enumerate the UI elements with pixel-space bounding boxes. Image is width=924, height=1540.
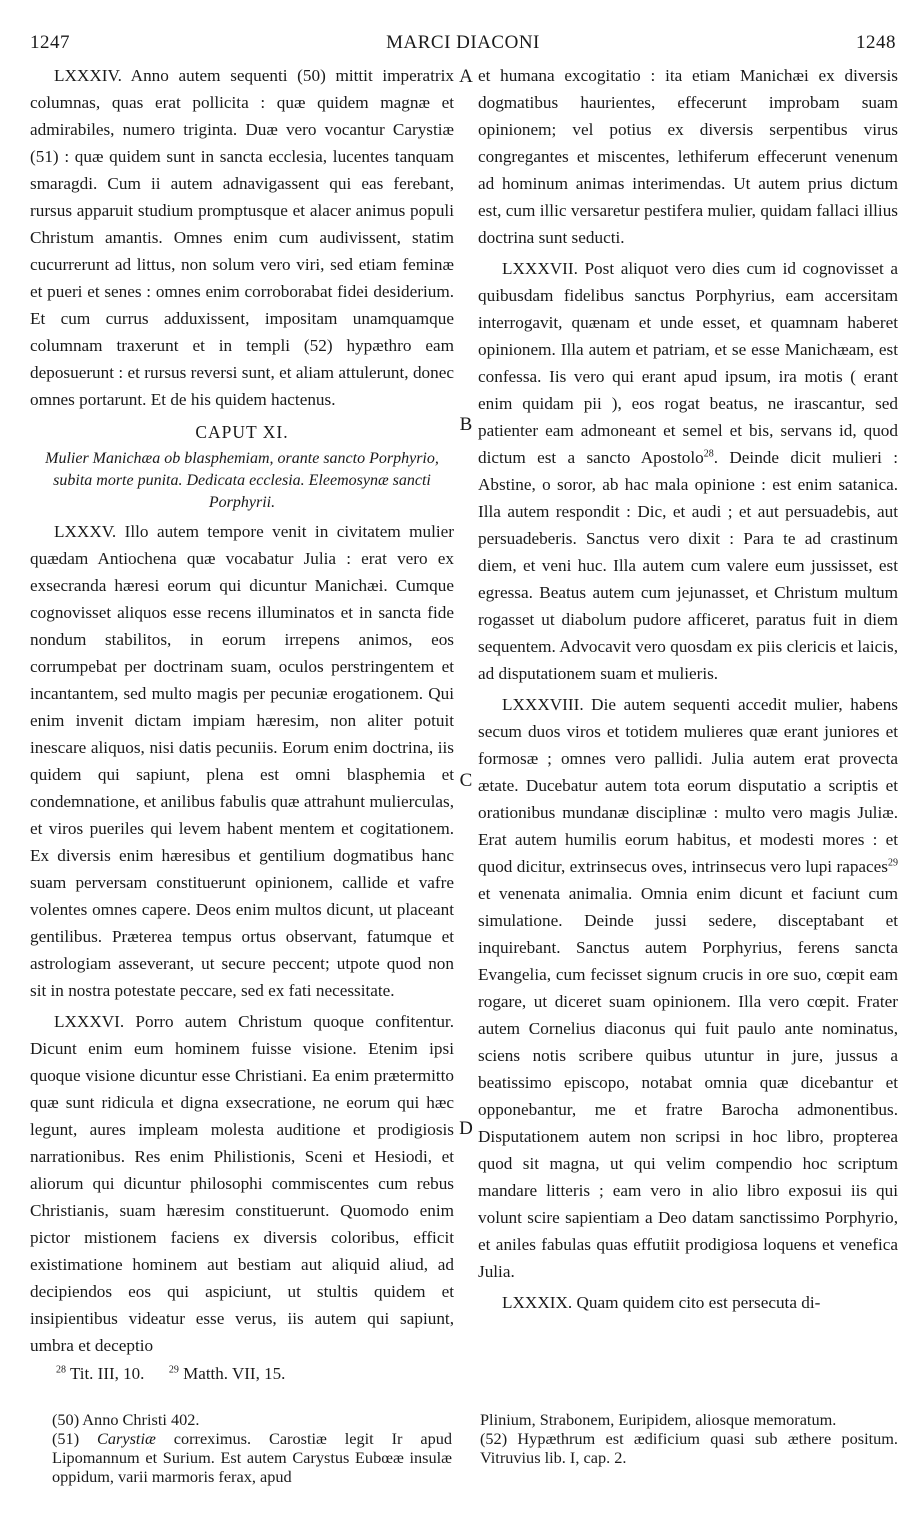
paragraph-88 <box>478 691 898 1285</box>
margin-marker-d: D <box>459 1118 473 1139</box>
column-number-left: 1247 <box>30 32 70 53</box>
running-title: MARCI DIACONI <box>386 32 540 53</box>
footnote-29-number: 29 <box>168 1364 179 1376</box>
left-column <box>30 62 454 1359</box>
chapter-heading: CAPUT XI. <box>195 422 289 442</box>
paragraph-84: LXXXIV. Anno autem sequenti (50) mittit imperatrix columnas, quas erat pollicita : quæ quidem magnæ et admirabiles, numero triginta. Duæ vero vocantur Carystiæ (51) : quæ quidem sunt in sancta ecclesia, lucentes tanquam smaragdi. Cum ii autem adnavigassent qui eas ferebant, rursus apparuit studium promptusque et alacer animus populi Christum amantis. Omnes enim cum audivissent, statim cucurrerunt ad littus, non solum vero viri, sed etiam feminæ et pueri et senes : omnes enim corroborabat fidei desiderium. Et cum currus adduxissent, impositam unamquamque columnam traxerunt et in templi (52) hypæthro eam deposuerunt : et rursus reversi sunt, et aliam attulerunt, donec omnes portarunt. Et de his quidem hactenus. <box>30 66 454 409</box>
note-51 <box>52 1429 452 1486</box>
footnote-ref-29: 29 <box>888 857 898 869</box>
margin-marker-c: C <box>459 770 473 791</box>
note-51-keyword: Carystiæ <box>97 1429 156 1448</box>
paragraph-87-text-end: . Deinde dicit mulieri : Abstine, o soror, ab hac mala opinione : est enim satanica. Illa autem respondit : Dic, et audi ; et aut persuadebis, aut persuadeberis. Sanctus vero dixit : Para te ad crastinum diem, et veni huc. Illa autem cum valere eum jussisset, est egressa. Beatus autem cum jejunasset, et Christum multum rogasset ut diabolum pudore afficeret, paratus fuit in diem sequentem. Advocavit vero quosdam ex piis clericis et laicis, ad disputationem suam et mulieris. <box>478 448 898 683</box>
paragraph-86: LXXXVI. Porro autem Christum quoque confitentur. Dicunt enim eum hominem fuisse visione. Etenim ipsi quoque visione dicuntur esse Christiani. Ea enim prætermitto quæ sunt ridicula et digna exsecratione, ne eorum qui hæc legunt, aures impleam molesta auditione et prodigiosis narrationibus. Res enim Philistionis, Sceni et Hesiodi, et aliorum qui dicuntur philosophi commiscentes cum rebus Christianis, suam hæresim constituerunt. Quomodo enim pictor mistionem faciens ex diversis coloribus, efficit existimatione hominem aut bestiam aut aliquid aliud, ad decipiendos eos qui aspiciunt, ut stultis quidem et insipientibus videatur esse verus, iis autem qui sapiunt, umbra et deceptio <box>30 1012 454 1355</box>
editor-notes-right <box>480 1410 898 1467</box>
column-number-right: 1248 <box>856 32 896 53</box>
paragraph-88-text: LXXXVIII. Die autem sequenti accedit mulier, habens secum duos viros et totidem mulieres quæ erant juniores et formosæ ; omnes vero pallidi. Julia autem erat provecta ætate. Ducebatur autem tota eorum disputatio a scriptis et orationibus mundanæ disciplinæ : multo vero magis Juliæ. Erat autem humilis eorum habitus, et modesti mores : et quod dicitur, extrinsecus oves, intrinsecus vero lupi rapaces <box>478 695 898 876</box>
paragraph-86-continued: et humana excogitatio : ita etiam Manichæi ex diversis dogmatibus haurientes, effecerunt improbam suam opinionem; vel potius ex diversis serpentibus virus congregantes et miscentes, lethiferum effecerunt venenum ad hominum animas interimendas. Ut autem prius dictum est, cum illic versaretur pestifera mulier, quidam fallaci illius doctrina sunt seducti. <box>478 66 898 247</box>
margin-marker-a: A <box>459 66 473 87</box>
note-51-number: (51) <box>52 1429 98 1448</box>
running-header <box>30 32 896 60</box>
note-52: (52) Hypæthrum est ædificium quasi sub æthere positum. Vitruvius lib. I, cap. 2. <box>480 1429 898 1467</box>
paragraph-87 <box>478 255 898 687</box>
note-50: (50) Anno Christi 402. <box>52 1410 200 1429</box>
footnote-28-number: 28 <box>56 1364 66 1376</box>
paragraph-89: LXXXIX. Quam quidem cito est persecuta di- <box>502 1293 821 1312</box>
chapter-summary: Mulier Manichæa ob blasphemiam, orante sancto Porphyrio, subita morte punita. Dedicata ecclesia. Eleemosynæ sancti Porphyrii. <box>45 450 439 511</box>
right-column <box>478 62 898 1316</box>
margin-marker-b: B <box>459 414 473 435</box>
paragraph-87-text: LXXXVII. Post aliquot vero dies cum id cognovisset a quibusdam fidelibus sanctus Porphyrius, eam accersitam interrogavit, quænam et unde esset, et quamnam haberet opinionem. Illa autem et patriam, et se esse Manichæam, est confessa. Iis vero qui erant apud ipsum, ira motis ( erant enim quidam pii ), eos rogat beatus, ne irascantur, sed patienter eam admoneant et semel et bis, servans id, quod dictum est a sancto Apostolo <box>478 259 898 467</box>
footnote-28-text: Tit. III, 10. <box>66 1364 145 1383</box>
footnote-29-text: Matth. VII, 15. <box>178 1364 286 1383</box>
note-51-continued: Plinium, Strabonem, Euripidem, aliosque memoratum. <box>480 1410 837 1429</box>
paragraph-85: LXXXV. Illo autem tempore venit in civitatem mulier quædam Antiochena quæ vocabatur Julia : erat vero ex exsecranda hæresi eorum qui dicuntur Manichæi. Cumque cognovisset aliquos esse recens illuminatos et in sancta fide nondum stabilitos, in eorum irrepens animos, eos corrumpebat per doctrinam suam, oculos perstringentem et incantantem, sed multo magis per pecuniæ erogationem. Qui enim invenit dictam impiam hæresim, non aliter potuit inescare aliquos, nisi datis pecuniis. Eorum enim doctrina, iis quidem qui sapiunt, plena est omni blasphemia et condemnatione, et anilibus fabulis quæ attrahunt mulierculas, et viros pueriles qui levem habent mentem et cogitationem. Ex diversis enim hæresibus et gentilium dogmatibus hanc suam perversam constituerunt opinionem, callide et vafre volentes omnes capere. Deos enim multos dicunt, ut placeant gentilibus. Præterea tempus ortus observant, fatumque et astrologiam asseverant, ut secure peccent; utpote quod non sit in nostra potestate peccare, sed ex fati necessitate. <box>30 522 454 1000</box>
editor-notes-left <box>52 1410 452 1486</box>
footnote-ref-28: 28 <box>703 448 714 460</box>
scripture-footnotes <box>56 1364 285 1384</box>
paragraph-88-text-end: et venenata animalia. Omnia enim dicunt et faciunt cum simulatione. Deinde jussi sedere, disceptabant et inquirebant. Sanctus autem Porphyrius, ferens sancta Evangelia, cum fecisset signum crucis in ore suo, cœpit eam rogare, ut diceret suam opinionem. Illa vero cœpit. Frater autem Cornelius diaconus qui fuit paulo ante nominatus, sciens notis scribere quibus utuntur in jure, jussus a beatissimo episcopo, notabat omnia quæ dicebantur et opponebantur, me et fratre Barocha admonentibus. Disputationem autem non scripsi in hoc libro, propterea quod sit magna, ut qui velim compendio hoc scriptum mandare litteris ; eam vero in alio libro exposui iis qui volunt scire sapientiam a Deo datam sanctissimo Porphyrio, et aniles fabulas quas effutiit prodigiosa loquens et venefica Julia. <box>478 884 898 1281</box>
note-51-text: correximus. Carostiæ legit Ir apud Lipomannum et Surium. Est autem Carystus Eubœæ insulæ oppidum, varii marmoris ferax, apud <box>52 1429 452 1486</box>
